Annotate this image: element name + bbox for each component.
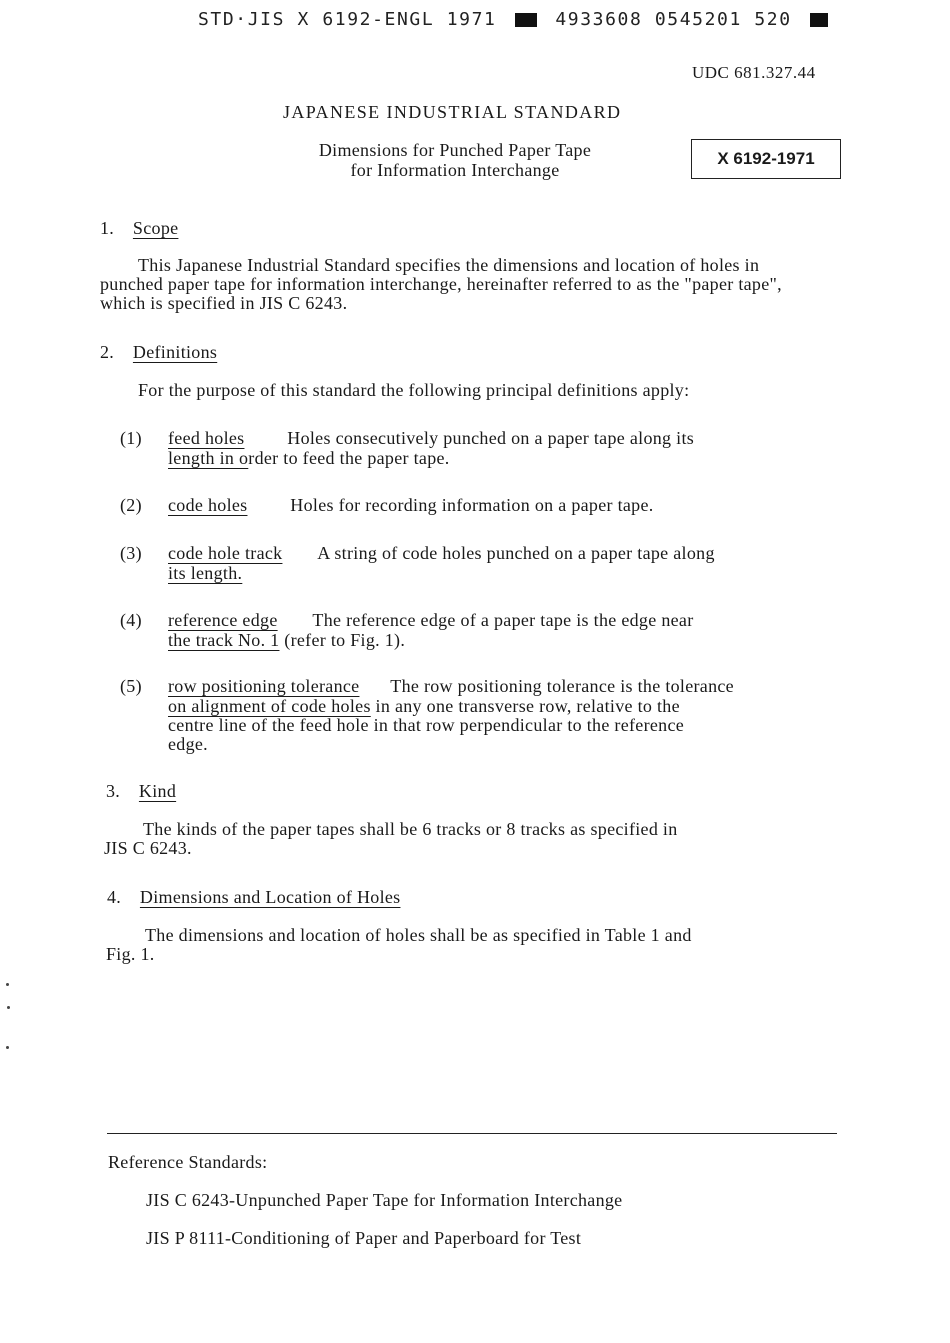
section-title: Dimensions and Location of Holes	[139, 887, 401, 907]
scope-paragraph: This Japanese Industrial Standard specifies the dimensions and location of holes in punched paper tape for information interchange, hereinafter referred to as the "paper tape", which is specified in JIS C 6243.	[100, 255, 782, 313]
standard-number: X 6192-1971	[717, 149, 815, 168]
code-line-text-a: STD·JIS X 6192-ENGL 1971	[198, 9, 497, 30]
definitions-intro: For the purpose of this standard the following principal definitions apply:	[138, 380, 690, 400]
scan-speck	[7, 1006, 10, 1009]
reference-standard-item: JIS P 8111-Conditioning of Paper and Paperboard for Test	[146, 1228, 582, 1248]
definition-term: reference edge	[168, 610, 278, 630]
definition-text: Holes consecutively punched on a paper tape along its	[287, 428, 695, 448]
document-title	[260, 140, 650, 180]
definition-item-number: (1)	[120, 428, 142, 448]
reference-standards-heading: Reference Standards:	[108, 1152, 268, 1172]
definition-text: (refer to Fig. 1).	[279, 630, 406, 650]
footnote-divider	[107, 1133, 837, 1134]
definition-term: on alignment of code holes	[168, 696, 371, 716]
section-title: Kind	[138, 781, 177, 801]
section-title: Scope	[132, 218, 179, 238]
definition-line	[168, 448, 450, 469]
dimensions-paragraph-line: The dimensions and location of holes shall be as specified in Table 1 and	[145, 925, 692, 945]
scan-speck	[6, 1046, 9, 1049]
reference-standard-item: JIS C 6243-Unpunched Paper Tape for Information Interchange	[146, 1190, 623, 1210]
definition-term: the track No. 1	[168, 630, 280, 650]
code-line-text-b: 4933608 0545201 520	[555, 9, 792, 30]
definition-item-number: (5)	[120, 676, 142, 696]
definition-term: length in o	[168, 448, 249, 468]
definition-term: its length.	[168, 563, 243, 583]
document-title-line2: for Information Interchange	[350, 160, 560, 180]
definition-text: The reference edge of a paper tape is the edge near	[312, 610, 694, 630]
definition-item-number: (2)	[120, 495, 142, 515]
section-number: 4.	[107, 887, 122, 907]
standard-title: JAPANESE INDUSTRIAL STANDARD	[283, 102, 622, 122]
definition-line: centre line of the feed hole in that row perpendicular to the reference	[168, 715, 685, 735]
standard-number-box	[691, 139, 841, 179]
ink-block-mark	[515, 13, 537, 27]
section-title: Definitions	[132, 342, 218, 362]
definition-line	[168, 563, 242, 584]
kind-paragraph-line: The kinds of the paper tapes shall be 6 tracks or 8 tracks as specified in	[143, 819, 678, 839]
definition-item-number: (4)	[120, 610, 142, 630]
section-number: 3.	[106, 781, 121, 801]
scan-speck	[6, 983, 9, 986]
definition-item-number: (3)	[120, 543, 142, 563]
section-dimensions-heading	[107, 887, 400, 908]
document-code-line	[198, 9, 828, 30]
definition-line: edge.	[168, 734, 208, 754]
definition-line	[168, 696, 680, 717]
definition-line	[168, 630, 405, 651]
udc-number: UDC 681.327.44	[692, 63, 816, 82]
definition-text: A string of code holes punched on a paper tape along	[317, 543, 715, 563]
kind-paragraph-line: JIS C 6243.	[104, 838, 192, 858]
definition-term: code hole track	[168, 543, 283, 563]
definition-line	[168, 543, 715, 564]
definition-text: The row positioning tolerance is the tolerance	[390, 676, 734, 696]
definition-line	[168, 610, 694, 631]
definition-line	[168, 428, 694, 449]
definition-term: feed holes	[168, 428, 245, 448]
definition-line	[168, 495, 654, 516]
definition-text: Holes for recording information on a paper tape.	[290, 495, 654, 515]
definition-term: row positioning tolerance	[168, 676, 360, 696]
section-number: 1.	[100, 218, 115, 238]
dimensions-paragraph-line: Fig. 1.	[106, 944, 155, 964]
section-scope-heading	[100, 218, 178, 239]
section-number: 2.	[100, 342, 115, 362]
definition-text: rder to feed the paper tape.	[248, 448, 450, 468]
definition-term: code holes	[168, 495, 248, 515]
document-title-line1: Dimensions for Punched Paper Tape	[318, 140, 592, 160]
definition-text: in any one transverse row, relative to the	[370, 696, 680, 716]
definition-line	[168, 676, 734, 697]
section-definitions-heading	[100, 342, 217, 363]
section-kind-heading	[106, 781, 176, 802]
ink-block-mark	[810, 13, 828, 27]
